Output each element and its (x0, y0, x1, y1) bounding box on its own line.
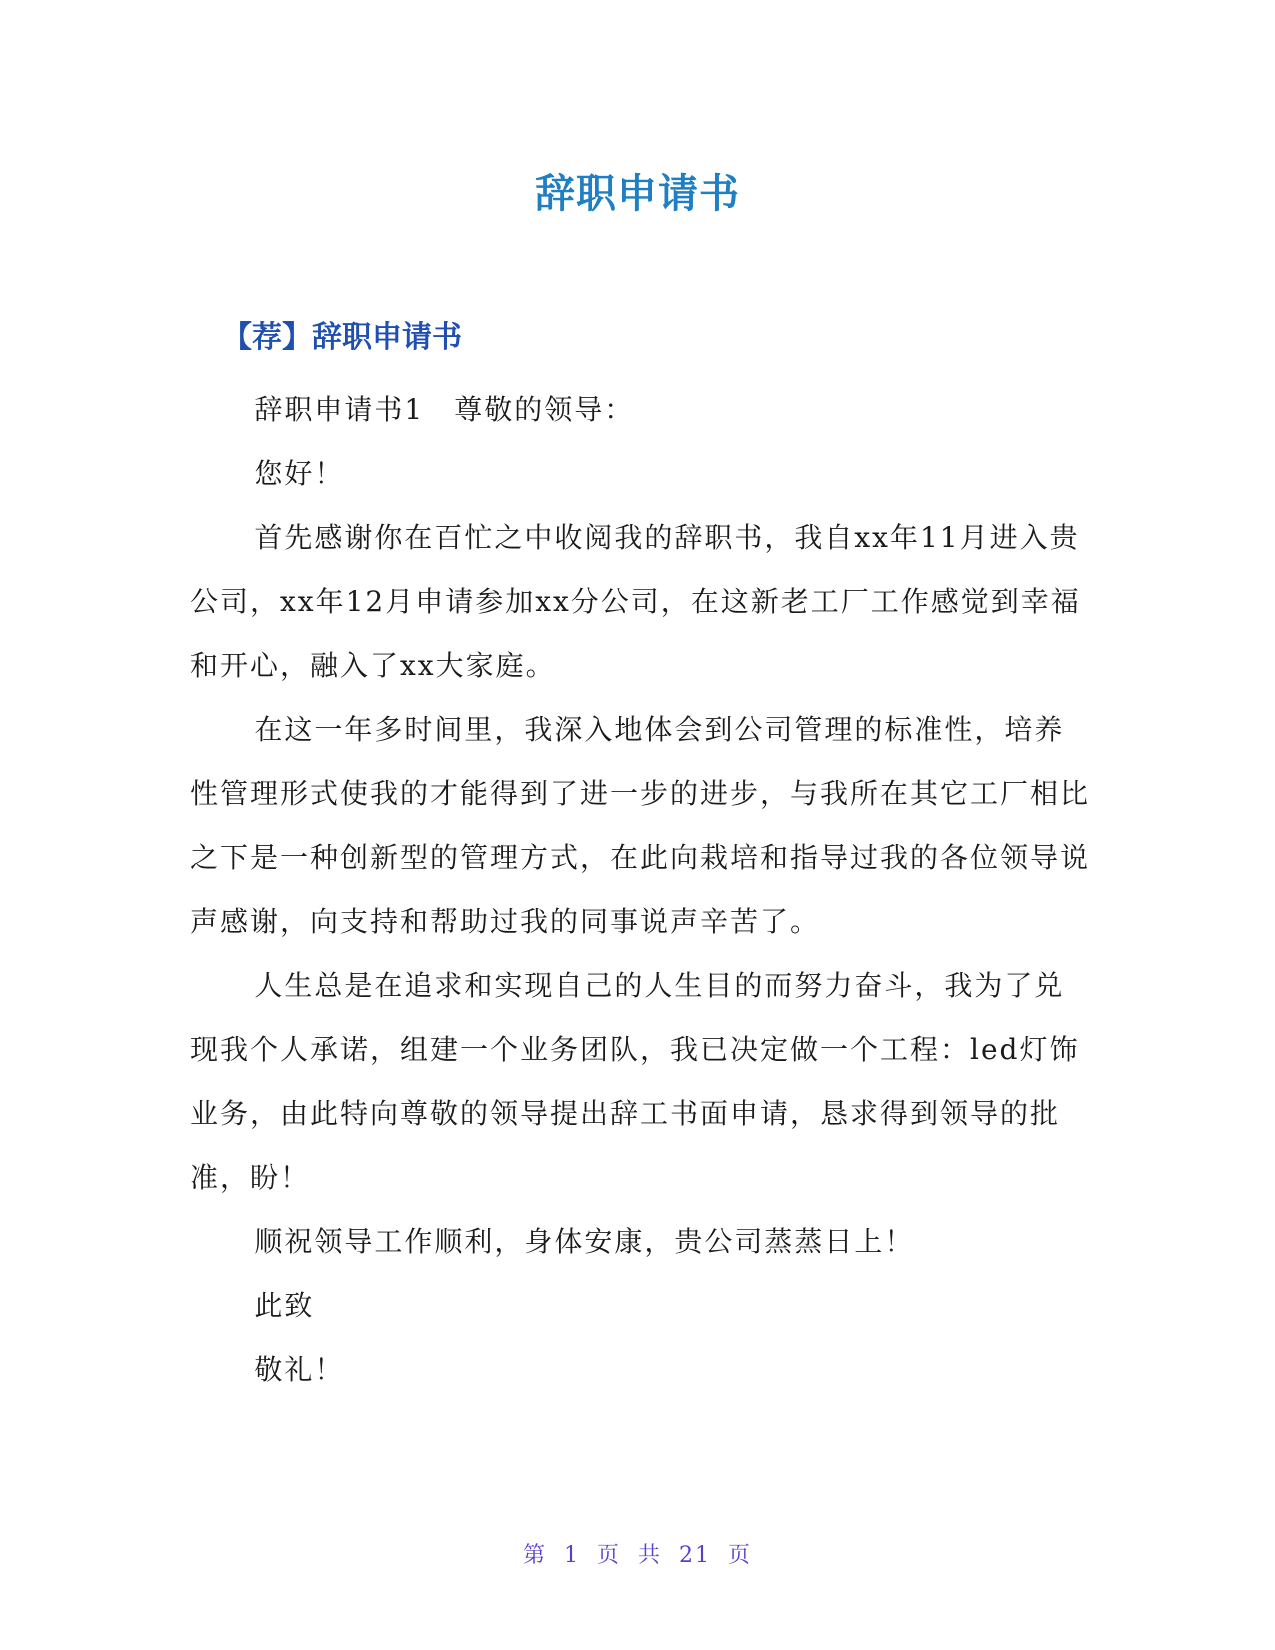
footer-total-pages: 21 (679, 1543, 712, 1568)
paragraph-salute: 敬礼！ (254, 1353, 345, 1386)
paragraph-wishes: 顺祝领导工作顺利，身体安康，贵公司蒸蒸日上！ (254, 1225, 915, 1258)
paragraph-reason: 人生总是在追求和实现自己的人生目的而努力奋斗，我为了兑现我个人承诺，组建一个业务团队，我已决定做一个工程：led灯饰业务，由此特向尊敬的领导提出辞工书面申请，恳求得到领导的批准，盼！ (190, 969, 1080, 1194)
footer-current-page: 1 (563, 1543, 580, 1568)
letter-body (190, 378, 1090, 1402)
paragraph-closing: 此致 (254, 1289, 315, 1322)
paragraph-opening: 辞职申请书1 尊敬的领导： (254, 393, 635, 426)
section-heading: 【荐】辞职申请书 (222, 320, 462, 355)
paragraph-thanks: 在这一年多时间里，我深入地体会到公司管理的标准性，培养性管理形式使我的才能得到了进一步的进步，与我所在其它工厂相比之下是一种创新型的管理方式，在此向栽培和指导过我的各位领导说声感谢，向支持和帮助过我的同事说声辛苦了。 (190, 713, 1091, 938)
paragraph-greeting: 您好！ (254, 457, 345, 490)
document-title: 辞职申请书 (535, 171, 740, 217)
page-footer (0, 1538, 1275, 1569)
footer-total-prefix: 共 (638, 1543, 663, 1568)
footer-prefix: 第 (522, 1543, 547, 1568)
paragraph-intro: 首先感谢你在百忙之中收阅我的辞职书，我自xx年11月进入贵公司，xx年12月申请参加xx分公司，在这新老工厂工作感觉到幸福和开心，融入了xx大家庭。 (190, 521, 1081, 682)
footer-page-word: 页 (596, 1543, 621, 1568)
footer-suffix: 页 (728, 1543, 753, 1568)
